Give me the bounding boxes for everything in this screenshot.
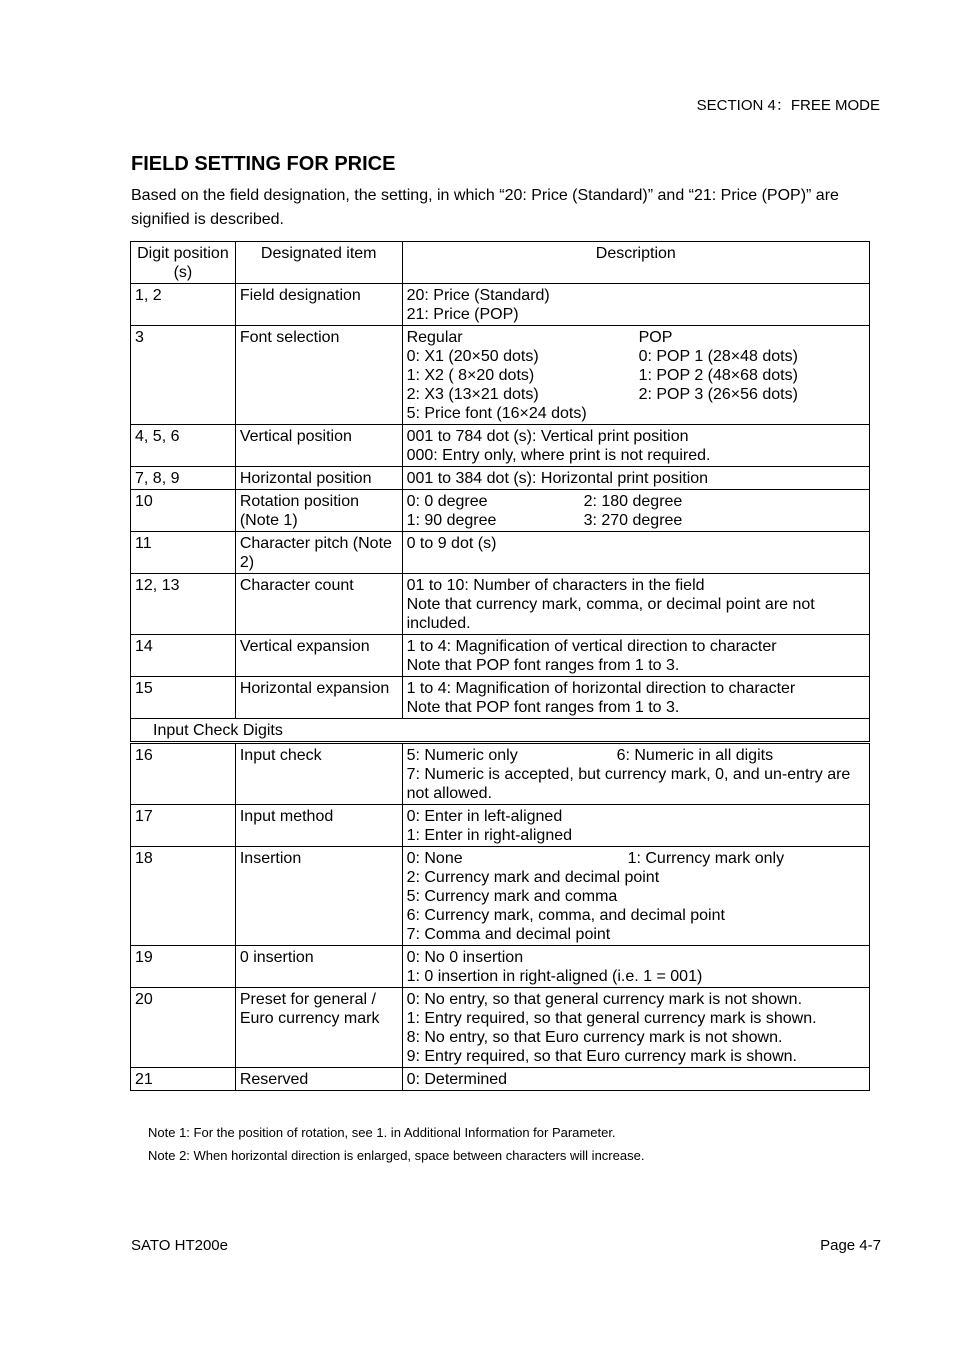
description-cell (402, 677, 869, 719)
table-row (131, 743, 870, 805)
item-cell: Reserved (235, 1068, 402, 1091)
description-line: 0: Determined (406, 1071, 508, 1088)
description-line: Regular (406, 329, 463, 346)
table-row (131, 467, 870, 490)
description-line: 20: Price (Standard) (406, 287, 550, 304)
description-cell (402, 847, 869, 946)
item-cell: Rotation position (Note 1) (235, 490, 402, 532)
description-line: Note that POP font ranges from 1 to 3. (406, 657, 680, 674)
description-left-column (407, 492, 584, 530)
note-1: Note 1: For the position of rotation, see 1. in Additional Information for Parameter. (148, 1125, 616, 1140)
digit-cell: 15 (131, 677, 236, 719)
description-line: 9: Entry required, so that Euro currency mark is shown. (406, 1048, 797, 1065)
description-line: 0 to 9 dot (s) (406, 535, 497, 552)
digit-cell: 11 (131, 532, 236, 574)
description-cell (402, 490, 869, 532)
description-line: 0: X1 (20×50 dots) (406, 348, 539, 365)
price-field-table (130, 241, 870, 1091)
page-title: FIELD SETTING FOR PRICE (131, 153, 396, 175)
table-header-row (131, 242, 870, 284)
item-cell: Horizontal expansion (235, 677, 402, 719)
item-cell: Character count (235, 574, 402, 635)
table-row (131, 425, 870, 467)
table-row (131, 635, 870, 677)
section-header: SECTION 4：FREE MODE (696, 97, 880, 114)
table-row (131, 847, 870, 946)
digit-cell: 18 (131, 847, 236, 946)
item-cell: Horizontal position (235, 467, 402, 490)
description-cell (402, 574, 869, 635)
description-cell (402, 988, 869, 1068)
group-row (131, 719, 870, 743)
description-line: 1: Currency mark only (627, 850, 785, 867)
description-line: 2: POP 3 (26×56 dots) (638, 386, 798, 403)
description-cell (402, 1068, 869, 1091)
description-cell (402, 284, 869, 326)
digit-cell: 20 (131, 988, 236, 1068)
description-line: Note that currency mark, comma, or decimal point are not included. (406, 596, 815, 632)
description-line: 001 to 784 dot (s): Vertical print position (406, 428, 689, 445)
description-line: 1 to 4: Magnification of horizontal direction to character (406, 680, 796, 697)
description-line: 1: Enter in right-aligned (406, 827, 573, 844)
table-row (131, 946, 870, 988)
description-line: 5: Price font (16×24 dots) (406, 405, 587, 422)
digit-cell: 3 (131, 326, 236, 425)
two-column-description (407, 746, 865, 765)
item-cell: Input check (235, 743, 402, 805)
digit-cell: 21 (131, 1068, 236, 1091)
description-line: 5: Numeric only (406, 747, 518, 764)
description-line: 2: X3 (13×21 dots) (406, 386, 539, 403)
item-cell: 0 insertion (235, 946, 402, 988)
table-row (131, 326, 870, 425)
two-column-description (407, 328, 865, 423)
description-line: 7: Numeric is accepted, but currency mark, 0, and un-entry are not allowed. (406, 766, 851, 802)
digit-cell: 4, 5, 6 (131, 425, 236, 467)
description-line: 0: 0 degree (406, 493, 488, 510)
item-cell: Preset for general / Euro currency mark (235, 988, 402, 1068)
description-line: 1: X2 ( 8×20 dots) (406, 367, 535, 384)
table-row (131, 284, 870, 326)
description-line: 1: POP 2 (48×68 dots) (638, 367, 798, 384)
description-line: 7: Comma and decimal point (406, 926, 611, 943)
table-row (131, 988, 870, 1068)
column-header: Description (402, 242, 869, 284)
digit-cell: 14 (131, 635, 236, 677)
digit-cell: 12, 13 (131, 574, 236, 635)
table-row (131, 1068, 870, 1091)
item-cell: Vertical expansion (235, 635, 402, 677)
description-line: 0: None (406, 850, 463, 867)
column-header: Designated item (235, 242, 402, 284)
description-line: 6: Currency mark, comma, and decimal point (406, 907, 725, 924)
digit-cell: 1, 2 (131, 284, 236, 326)
item-cell: Character pitch (Note 2) (235, 532, 402, 574)
description-line: 21: Price (POP) (406, 306, 519, 323)
footer-product: SATO HT200e (131, 1237, 228, 1254)
table-row (131, 490, 870, 532)
item-cell: Insertion (235, 847, 402, 946)
digit-cell: 7, 8, 9 (131, 467, 236, 490)
item-cell: Input method (235, 805, 402, 847)
description-line: 001 to 384 dot (s): Horizontal print position (406, 470, 709, 487)
description-cell (402, 743, 869, 805)
description-line: POP (638, 329, 673, 346)
description-line: 2: Currency mark and decimal point (406, 869, 660, 886)
description-cell (402, 425, 869, 467)
footer-page-number: Page 4-7 (820, 1237, 881, 1254)
description-line: Note that POP font ranges from 1 to 3. (406, 699, 680, 716)
description-line: 5: Currency mark and comma (406, 888, 618, 905)
intro-paragraph: Based on the field designation, the setting, in which “20: Price (Standard)” and “21: Price (POP)” are signified is described. (131, 187, 839, 228)
description-cell (402, 946, 869, 988)
description-line: 01 to 10: Number of characters in the field (406, 577, 705, 594)
description-cell (402, 326, 869, 425)
description-line: 8: No entry, so that Euro currency mark is not shown. (406, 1029, 783, 1046)
description-line: 0: No 0 insertion (406, 949, 524, 966)
description-line: 0: Enter in left-aligned (406, 808, 563, 825)
digit-cell: 19 (131, 946, 236, 988)
item-cell: Field designation (235, 284, 402, 326)
description-cell (402, 805, 869, 847)
description-line: 1: Entry required, so that general currency mark is shown. (406, 1010, 817, 1027)
digit-cell: 17 (131, 805, 236, 847)
description-right-column (639, 328, 798, 423)
description-right-column (584, 492, 683, 530)
description-cell (402, 467, 869, 490)
note-2: Note 2: When horizontal direction is enlarged, space between characters will increase. (148, 1148, 645, 1163)
description-left-column (407, 328, 639, 423)
table-row (131, 677, 870, 719)
digit-cell: 10 (131, 490, 236, 532)
description-line: 000: Entry only, where print is not required. (406, 447, 711, 464)
description-line: 1 to 4: Magnification of vertical direction to character (406, 638, 777, 655)
column-header: Digit position (s) (131, 242, 236, 284)
description-cell (402, 532, 869, 574)
item-cell: Font selection (235, 326, 402, 425)
description-line: 1: 90 degree (406, 512, 497, 529)
item-cell: Vertical position (235, 425, 402, 467)
description-line: 1: 0 insertion in right-aligned (i.e. 1 = 001) (406, 968, 703, 985)
description-line: 2: 180 degree (583, 493, 683, 510)
description-line: 0: No entry, so that general currency mark is not shown. (406, 991, 803, 1008)
digit-cell: 16 (131, 743, 236, 805)
description-line: 3: 270 degree (583, 512, 683, 529)
two-column-description (407, 492, 865, 530)
description-cell (402, 635, 869, 677)
table-row (131, 532, 870, 574)
table-row (131, 574, 870, 635)
two-column-description (407, 849, 865, 868)
description-line: 6: Numeric in all digits (616, 747, 774, 764)
group-label: Input Check Digits (131, 719, 870, 743)
table-row (131, 805, 870, 847)
description-line: 0: POP 1 (28×48 dots) (638, 348, 798, 365)
